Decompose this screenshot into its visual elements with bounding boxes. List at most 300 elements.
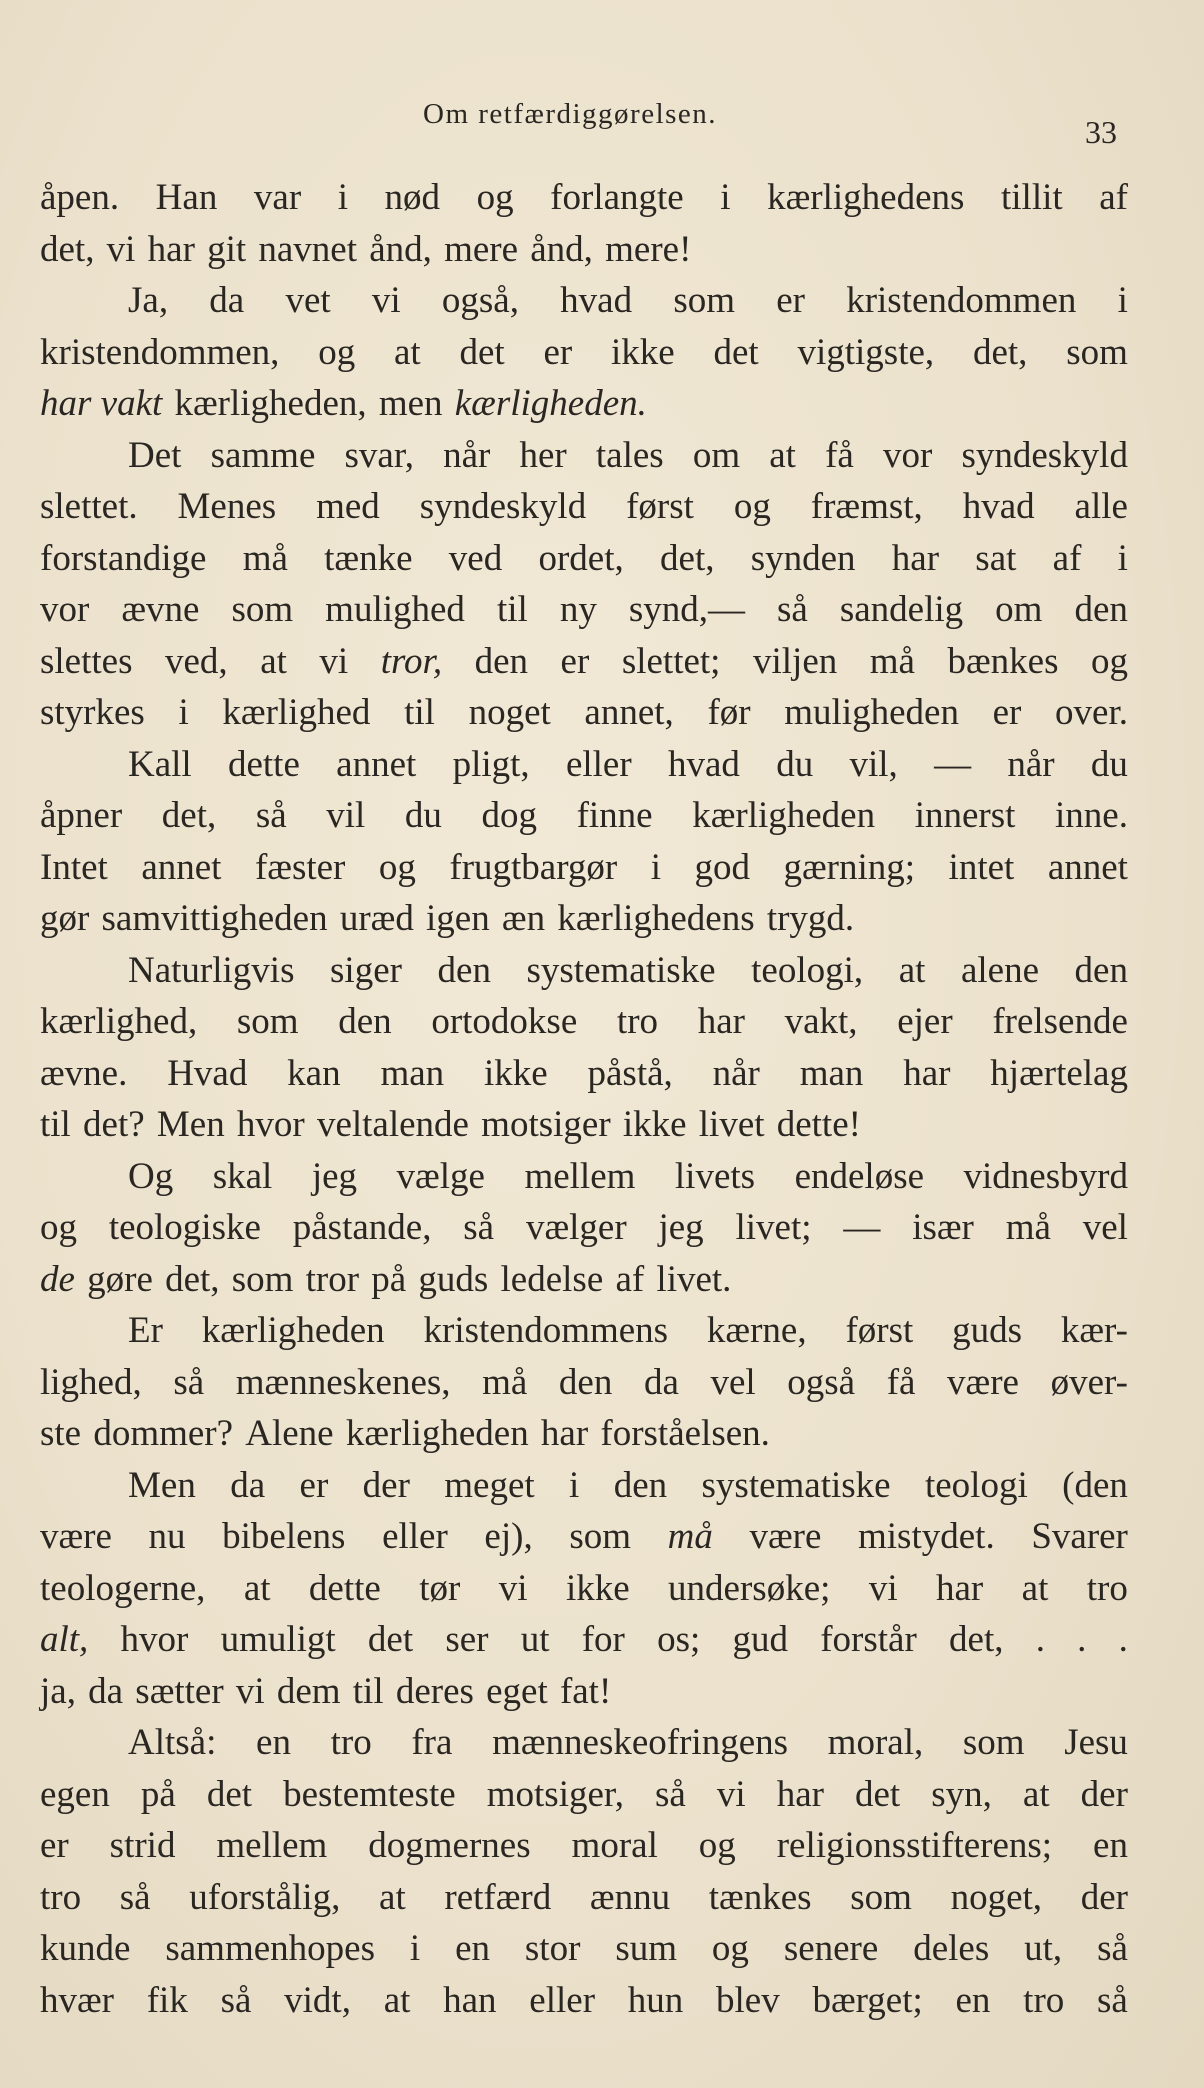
- word: har: [891, 537, 940, 579]
- word: at: [383, 1979, 411, 2021]
- word: få: [825, 434, 854, 476]
- text-line: [40, 1460, 1128, 1512]
- word: og: [711, 1928, 749, 1969]
- word: vidt,: [284, 1979, 351, 2021]
- word: systematiske: [526, 949, 716, 991]
- word: forstår: [820, 1619, 917, 1660]
- word: syndeskyld: [419, 486, 587, 527]
- word: må: [482, 1361, 528, 1403]
- word: påstande,: [292, 1207, 432, 1248]
- word: og: [733, 486, 771, 527]
- word: som: [231, 1258, 294, 1300]
- word: gærning;: [783, 846, 916, 888]
- word: at: [243, 1567, 271, 1609]
- text-line: [40, 1511, 1128, 1563]
- word: hvad: [962, 486, 1035, 527]
- word: det,: [972, 331, 1028, 373]
- word: livet.: [656, 1258, 732, 1300]
- word: må: [242, 537, 288, 579]
- word: ånd,: [369, 228, 432, 270]
- text-line: [40, 1769, 1128, 1821]
- word: undersøke;: [668, 1567, 831, 1609]
- text-line: [40, 1820, 1128, 1872]
- word: dommer?: [93, 1413, 234, 1454]
- word: ny: [559, 589, 597, 630]
- text-line: [40, 481, 1128, 533]
- word: tales: [595, 434, 664, 476]
- word: vor: [882, 434, 933, 476]
- word: åpner: [40, 795, 123, 836]
- word: åpen.: [40, 177, 120, 218]
- word: og: [1091, 640, 1128, 682]
- word: frelsende: [992, 1001, 1128, 1042]
- word: hvor: [236, 1104, 305, 1145]
- word: hjærtelag: [990, 1052, 1128, 1094]
- word: så: [463, 1207, 495, 1248]
- word: styrkes: [40, 692, 145, 733]
- word: der: [1080, 1876, 1128, 1918]
- word: moral,: [827, 1722, 924, 1763]
- word: Men: [128, 1464, 196, 1506]
- word: siger: [330, 949, 402, 991]
- word: det: [206, 1773, 253, 1815]
- word: kær-: [1060, 1310, 1128, 1351]
- running-head: [0, 98, 1204, 150]
- word: så: [1097, 1928, 1128, 1969]
- word: der: [362, 1464, 410, 1506]
- word: den: [437, 949, 491, 991]
- word: kærligheden: [201, 1310, 385, 1351]
- text-line: [40, 1975, 1128, 2027]
- word: trygd.: [766, 898, 855, 939]
- word: er: [560, 640, 590, 682]
- word: der: [1080, 1773, 1128, 1815]
- word: forståelsen.: [600, 1413, 770, 1454]
- word: for: [581, 1619, 625, 1660]
- word: ut: [520, 1619, 550, 1660]
- running-title: Om retfærdiggørelsen.: [423, 98, 718, 130]
- word: igen: [426, 898, 490, 939]
- word: .: [1118, 1619, 1128, 1660]
- word: Det: [128, 434, 182, 476]
- word: gud: [732, 1619, 788, 1660]
- word: fræmst,: [810, 486, 923, 527]
- word: deres: [395, 1670, 474, 1712]
- word: innerst: [914, 795, 1016, 836]
- word: sætter: [135, 1670, 224, 1712]
- word: må: [869, 640, 915, 682]
- word: ved,: [165, 640, 228, 682]
- word: synd,—: [628, 589, 745, 630]
- text-line: [40, 739, 1128, 791]
- word: ste: [40, 1413, 82, 1454]
- word: kærne,: [706, 1310, 807, 1351]
- word: så: [255, 795, 287, 836]
- word: det: [854, 1773, 901, 1815]
- word: tænkes: [708, 1876, 812, 1918]
- word: at: [1022, 1773, 1050, 1815]
- word: at: [260, 640, 287, 682]
- word: intet: [948, 846, 1015, 888]
- word: om: [995, 589, 1043, 630]
- word: først: [845, 1310, 914, 1351]
- word: over.: [1055, 692, 1128, 733]
- word: den: [338, 1001, 392, 1042]
- word: dog: [481, 795, 537, 836]
- word: dogmernes: [368, 1825, 531, 1866]
- word: i: [409, 1928, 421, 1969]
- word: som: [850, 1876, 912, 1918]
- word: sandelig: [839, 589, 964, 630]
- word: kærlighed,: [40, 1001, 198, 1042]
- word: os;: [657, 1619, 701, 1660]
- word: til: [40, 1104, 71, 1145]
- word: tror,: [380, 640, 443, 682]
- word: var: [253, 177, 302, 218]
- word: kærlighedens: [557, 898, 755, 939]
- word: kærligheden: [692, 795, 876, 836]
- word: har: [936, 1567, 984, 1609]
- word: tro: [616, 1001, 659, 1042]
- word: du: [404, 795, 442, 836]
- word: det,: [40, 228, 95, 270]
- word: svar,: [344, 434, 414, 476]
- text-line: [40, 1923, 1128, 1975]
- word: Naturligvis: [128, 949, 295, 991]
- word: systematiske: [701, 1464, 891, 1506]
- word: vil: [326, 795, 366, 836]
- word: alene: [960, 949, 1039, 991]
- word: samme: [210, 434, 316, 476]
- word: pligt,: [452, 743, 530, 785]
- word: med: [316, 486, 380, 527]
- word: ja,: [40, 1670, 76, 1712]
- word: især: [912, 1207, 974, 1248]
- word: muligheden: [784, 692, 959, 733]
- word: slettet;: [621, 640, 721, 682]
- word: men: [378, 383, 443, 424]
- word: uforstålig,: [189, 1876, 341, 1918]
- word: nu: [148, 1516, 186, 1557]
- word: en: [455, 1928, 490, 1969]
- word: livet: [698, 1104, 765, 1145]
- word: fra: [411, 1722, 453, 1763]
- text-line: [40, 430, 1128, 482]
- word: annet,: [584, 692, 674, 733]
- text-line: [40, 1305, 1128, 1357]
- text-line: [40, 1666, 1128, 1718]
- word: hun: [627, 1979, 684, 2021]
- word: religionsstifterens;: [776, 1825, 1053, 1866]
- word: i: [650, 846, 661, 888]
- word: —: [934, 743, 972, 785]
- word: som: [962, 1722, 1025, 1763]
- word: at: [394, 331, 421, 373]
- word: må: [667, 1516, 713, 1557]
- word: deles: [913, 1928, 990, 1969]
- text-line: [40, 996, 1128, 1048]
- word: vil,: [849, 743, 898, 785]
- word: til: [352, 1670, 384, 1712]
- word: øver-: [1050, 1361, 1128, 1403]
- word: skal: [212, 1155, 273, 1197]
- word: en: [1093, 1825, 1128, 1866]
- word: mellem: [216, 1825, 328, 1866]
- word: at: [898, 949, 926, 991]
- text-line: [40, 1717, 1128, 1769]
- word: den: [613, 1464, 668, 1506]
- word: da: [643, 1361, 679, 1403]
- word: —: [843, 1207, 881, 1248]
- word: det?: [83, 1104, 145, 1145]
- text-line: [40, 945, 1128, 997]
- word: gøre: [87, 1258, 153, 1300]
- word: syndeskyld: [961, 434, 1128, 476]
- word: bibelens: [222, 1516, 346, 1557]
- word: har: [697, 1001, 745, 1042]
- word: er: [776, 280, 805, 321]
- text-line: [40, 584, 1128, 636]
- word: af: [1052, 537, 1082, 579]
- text-line: [40, 687, 1128, 739]
- text-line: [40, 1563, 1128, 1615]
- word: sum: [615, 1928, 677, 1969]
- word: slettet.: [40, 486, 138, 527]
- word: dette!: [776, 1104, 861, 1145]
- word: annet: [1047, 846, 1128, 888]
- word: Svarer: [1031, 1516, 1128, 1557]
- word: først: [626, 486, 694, 527]
- word: vælger: [525, 1207, 627, 1248]
- word: teologi,: [751, 949, 864, 991]
- word: Kall: [128, 743, 192, 785]
- text-line: [40, 1408, 1128, 1460]
- word: og: [40, 1207, 77, 1248]
- word: at: [769, 434, 796, 476]
- word: det: [713, 331, 759, 373]
- word: meget: [444, 1464, 535, 1506]
- word: hvad: [560, 280, 633, 321]
- text-line: [40, 1872, 1128, 1924]
- word: livet;: [735, 1207, 812, 1248]
- word: kristendommens: [423, 1310, 669, 1351]
- word: er: [40, 1825, 69, 1866]
- word: .: [1077, 1619, 1087, 1660]
- text-line: [40, 636, 1128, 688]
- word: det,: [949, 1619, 1004, 1660]
- word: den: [1074, 589, 1128, 630]
- word: vi: [106, 228, 136, 270]
- word: eller: [529, 1979, 596, 2021]
- word: ordet,: [538, 537, 624, 579]
- word: så: [173, 1361, 205, 1403]
- word: frugtbargør: [449, 846, 618, 888]
- word: kærlighed: [222, 692, 371, 733]
- word: finne: [576, 795, 653, 836]
- word: guds: [952, 1310, 1022, 1351]
- word: ænnu: [589, 1876, 671, 1918]
- word: hvad: [667, 743, 740, 785]
- word: så: [777, 589, 808, 630]
- text-line: [40, 1254, 1128, 1306]
- word: en: [256, 1722, 291, 1763]
- text-line: [40, 275, 1128, 327]
- word: ut,: [1024, 1928, 1063, 1969]
- word: vigtigste,: [797, 331, 935, 373]
- word: jeg: [658, 1207, 704, 1248]
- word: i: [1117, 537, 1128, 579]
- word: vor: [40, 589, 90, 630]
- word: så: [655, 1773, 686, 1815]
- word: at: [379, 1876, 406, 1918]
- page-number: 33: [1085, 114, 1117, 150]
- word: ikke: [611, 331, 675, 373]
- word: annet: [141, 846, 222, 888]
- word: og: [698, 1825, 736, 1866]
- word: inne.: [1055, 795, 1128, 836]
- word: ævne.: [40, 1052, 128, 1094]
- word: ved: [448, 537, 503, 579]
- word: når: [712, 1052, 760, 1094]
- word: du: [1090, 743, 1128, 785]
- word: blev: [716, 1979, 780, 2021]
- word: bærget;: [812, 1979, 923, 2021]
- word: Alene: [245, 1413, 334, 1454]
- word: kristendommen: [846, 280, 1077, 321]
- word: kærligheden.: [454, 383, 647, 424]
- word: tillit: [1001, 177, 1063, 218]
- word: mænneskeofringens: [492, 1722, 789, 1763]
- word: nød: [384, 177, 441, 218]
- text-line: [40, 1099, 1128, 1151]
- word: æn: [501, 898, 546, 939]
- word: har vakt: [40, 383, 163, 424]
- word: motsiger,: [486, 1773, 624, 1815]
- word: så: [119, 1876, 151, 1918]
- word: i: [337, 177, 348, 218]
- word: vi: [371, 280, 401, 321]
- word: dem: [276, 1670, 341, 1712]
- word: ser: [445, 1619, 489, 1660]
- word: være: [40, 1516, 112, 1557]
- word: fat!: [559, 1670, 612, 1712]
- word: guds: [418, 1258, 489, 1300]
- word: det,: [660, 537, 715, 579]
- word: tro: [1086, 1567, 1128, 1609]
- text-line: [40, 1357, 1128, 1409]
- word: mere!: [605, 228, 692, 270]
- text-line: [40, 893, 1128, 945]
- word: vakt,: [784, 1001, 858, 1042]
- word: af: [1099, 177, 1128, 218]
- word: Og: [128, 1155, 174, 1197]
- word: annet: [336, 743, 417, 785]
- word: du: [776, 743, 814, 785]
- word: vet: [285, 280, 331, 321]
- word: hvor: [120, 1619, 189, 1660]
- word: man: [799, 1052, 864, 1094]
- word: slettes: [40, 640, 133, 682]
- word: eget: [486, 1670, 548, 1712]
- word: når: [443, 434, 491, 476]
- word: det,: [161, 795, 217, 836]
- word: vælge: [396, 1155, 485, 1197]
- word: mistydet.: [858, 1516, 995, 1557]
- word: vel: [1082, 1207, 1128, 1248]
- text-line: [40, 1048, 1128, 1100]
- word: som: [231, 589, 294, 630]
- word: alt,: [40, 1619, 89, 1660]
- word: det,: [165, 1258, 220, 1300]
- word: da: [230, 1464, 266, 1506]
- word: må: [1005, 1207, 1051, 1248]
- word: tror: [305, 1258, 360, 1300]
- word: viljen: [752, 640, 838, 682]
- text-line: [40, 172, 1128, 224]
- word: teologerne,: [40, 1567, 206, 1609]
- word: motsiger: [481, 1104, 611, 1145]
- word: kan: [287, 1052, 341, 1094]
- word: vi: [498, 1567, 528, 1609]
- word: uræd: [339, 898, 414, 939]
- word: er: [543, 331, 573, 373]
- word: gør: [40, 898, 90, 939]
- word: sammenhopes: [165, 1928, 375, 1969]
- word: umuligt: [220, 1619, 336, 1660]
- word: vel: [710, 1361, 756, 1403]
- word: veltalende: [316, 1104, 469, 1145]
- word: i: [178, 692, 189, 733]
- word: ledelse: [500, 1258, 604, 1300]
- word: eller: [565, 743, 632, 785]
- word: tør: [419, 1567, 461, 1609]
- word: dette: [308, 1567, 381, 1609]
- word: om: [692, 434, 741, 476]
- text-line: [40, 1202, 1128, 1254]
- word: dette: [227, 743, 300, 785]
- word: ikke: [622, 1104, 687, 1145]
- word: Jesu: [1064, 1722, 1128, 1763]
- word: da: [209, 280, 245, 321]
- word: forstandige: [40, 537, 207, 579]
- word: tro: [330, 1722, 372, 1763]
- text-line: [40, 1151, 1128, 1203]
- word: har: [147, 228, 195, 270]
- word: Hvad: [167, 1052, 248, 1094]
- word: Han: [155, 177, 218, 218]
- word: er: [992, 692, 1022, 733]
- word: teologi: [924, 1464, 1028, 1506]
- word: Menes: [177, 486, 277, 527]
- word: forlangte: [550, 177, 684, 218]
- word: kunde: [40, 1928, 131, 1969]
- word: som: [1066, 331, 1128, 373]
- word: har: [776, 1773, 824, 1815]
- word: har: [903, 1052, 951, 1094]
- word: egen: [40, 1773, 110, 1815]
- word: Men: [156, 1104, 225, 1145]
- word: og: [318, 331, 356, 373]
- word: få: [886, 1361, 916, 1403]
- word: til: [404, 692, 435, 733]
- word: og: [476, 177, 514, 218]
- word: af: [615, 1258, 645, 1300]
- word: mulighed: [325, 589, 465, 630]
- word: i: [569, 1464, 580, 1506]
- word: god: [694, 846, 750, 888]
- word: ej),: [484, 1516, 533, 1557]
- word: han: [443, 1979, 497, 2021]
